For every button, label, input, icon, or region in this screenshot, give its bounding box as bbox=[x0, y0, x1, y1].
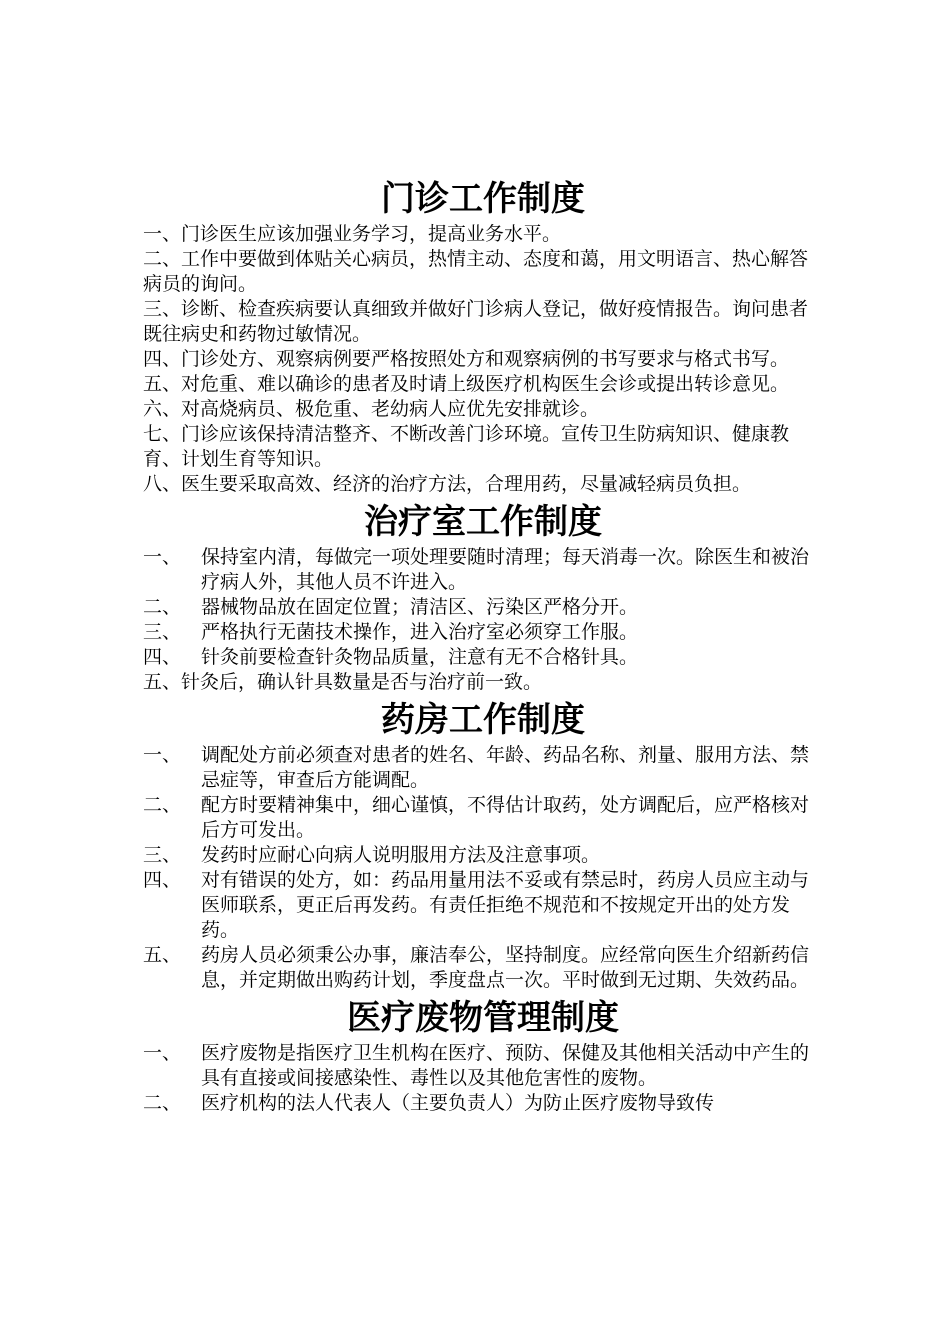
item-number: 二、 bbox=[143, 794, 182, 816]
item-text: 配方时要精神集中，细心谨慎，不得估计取药，处方调配后，应严格核对后方可发出。 bbox=[201, 794, 810, 841]
item-number: 一、 bbox=[143, 1042, 182, 1064]
item-text: 保持室内清，每做完一项处理要随时清理；每天消毒一次。除医生和被治疗病人外，其他人员不许进入。 bbox=[201, 546, 810, 593]
list-item bbox=[143, 793, 823, 843]
list-item bbox=[143, 1091, 823, 1116]
list-item: 六、对高烧病员、极危重、老幼病人应优先安排就诊。 bbox=[143, 398, 600, 420]
section-title-medical-waste: 医疗废物管理制度 bbox=[347, 998, 619, 1038]
list-item: 八、医生要采取高效、经济的治疗方法，合理用药，尽量减轻病员负担。 bbox=[143, 473, 752, 495]
item-number: 四、 bbox=[143, 869, 182, 891]
item-text: 调配处方前必须查对患者的姓名、年龄、药品名称、剂量、服用方法、禁忌症等，审查后方能调配。 bbox=[201, 744, 810, 791]
section-title-treatment-room: 治疗室工作制度 bbox=[364, 502, 602, 542]
medical-waste-rules-list bbox=[143, 1041, 823, 1116]
item-text: 发药时应耐心向病人说明服用方法及注意事项。 bbox=[201, 844, 601, 866]
list-item: 二、工作中要做到体贴关心病员，热情主动、态度和蔼，用文明语言、热心解答病员的询问。 bbox=[143, 248, 809, 295]
item-number: 二、 bbox=[143, 1092, 182, 1114]
item-number: 一、 bbox=[143, 744, 182, 766]
document-content bbox=[143, 176, 823, 1116]
list-item bbox=[143, 545, 823, 595]
item-number: 三、 bbox=[143, 621, 182, 643]
list-item bbox=[143, 1041, 823, 1091]
list-item bbox=[143, 743, 823, 793]
list-item: 四、门诊处方、观察病例要严格按照处方和观察病例的书写要求与格式书写。 bbox=[143, 348, 790, 370]
item-text: 药房人员必须秉公办事，廉洁奉公，坚持制度。应经常向医生介绍新药信息，并定期做出购药计划，季度盘点一次。平时做到无过期、失效药品。 bbox=[201, 944, 810, 991]
section-title-outpatient: 门诊工作制度 bbox=[381, 179, 585, 219]
item-text: 医疗废物是指医疗卫生机构在医疗、预防、保健及其他相关活动中产生的具有直接或间接感染性、毒性以及其他危害性的废物。 bbox=[201, 1042, 810, 1089]
item-number: 二、 bbox=[143, 596, 182, 618]
list-item: 三、诊断、检查疾病要认真细致并做好门诊病人登记，做好疫情报告。询问患者既往病史和药物过敏情况。 bbox=[143, 298, 809, 345]
item-text: 医疗机构的法人代表人（主要负责人）为防止医疗废物导致传 bbox=[201, 1092, 715, 1114]
list-item bbox=[143, 670, 823, 695]
section-title-pharmacy: 药房工作制度 bbox=[381, 700, 585, 740]
item-text: 针灸后，确认针具数量是否与治疗前一致。 bbox=[181, 671, 543, 693]
item-number: 四、 bbox=[143, 646, 182, 668]
item-text: 器械物品放在固定位置；清洁区、污染区严格分开。 bbox=[201, 596, 639, 618]
list-item bbox=[143, 595, 823, 620]
list-item bbox=[143, 620, 823, 645]
outpatient-rules-list bbox=[143, 222, 823, 497]
item-text: 对有错误的处方，如：药品用量用法不妥或有禁忌时，药房人员应主动与医师联系，更正后再发药。有责任拒绝不规范和不按规定开出的处方发药。 bbox=[201, 869, 810, 941]
item-number: 五、 bbox=[143, 671, 182, 693]
item-number: 五、 bbox=[143, 944, 182, 966]
item-number: 三、 bbox=[143, 844, 182, 866]
list-item: 七、门诊应该保持清洁整齐、不断改善门诊环境。宣传卫生防病知识、健康教育、计划生育等知识。 bbox=[143, 423, 790, 470]
item-text: 针灸前要检查针灸物品质量，注意有无不合格针具。 bbox=[201, 646, 639, 668]
list-item: 五、对危重、难以确诊的患者及时请上级医疗机构医生会诊或提出转诊意见。 bbox=[143, 373, 790, 395]
treatment-room-rules-list bbox=[143, 545, 823, 695]
list-item: 一、门诊医生应该加强业务学习，提高业务水平。 bbox=[143, 223, 562, 245]
pharmacy-rules-list bbox=[143, 743, 823, 993]
item-number: 一、 bbox=[143, 546, 182, 568]
list-item bbox=[143, 868, 823, 943]
item-text: 严格执行无菌技术操作，进入治疗室必须穿工作服。 bbox=[201, 621, 639, 643]
list-item bbox=[143, 645, 823, 670]
list-item bbox=[143, 843, 823, 868]
list-item bbox=[143, 943, 823, 993]
